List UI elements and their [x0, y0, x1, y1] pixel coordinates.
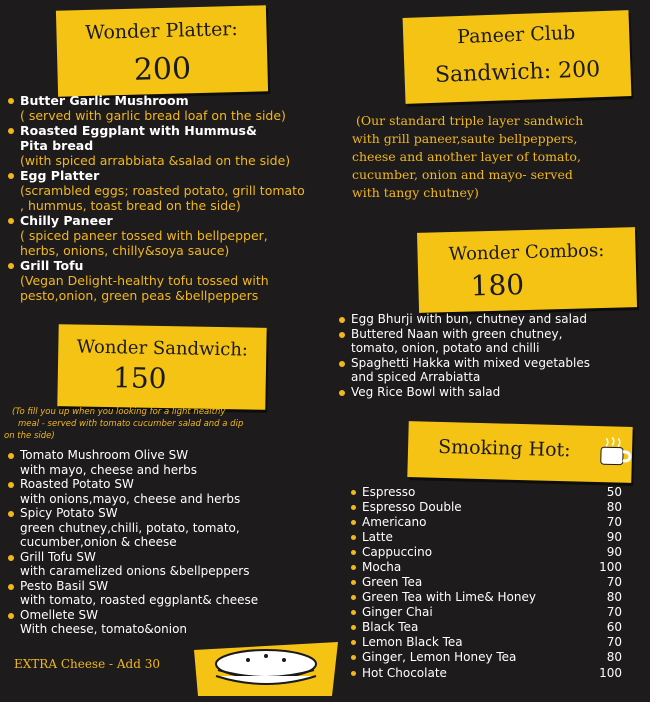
- list-item: Butter Garlic Mushroom ( served with garlic bread loaf on the side): [6, 93, 336, 123]
- wonder-sandwich-title: Wonder Sandwich:: [76, 336, 249, 361]
- extra-cheese-note: EXTRA Cheese - Add 30: [14, 657, 160, 671]
- list-item: Hot Chocolate 100: [350, 666, 622, 681]
- wonder-sandwich-price: 150: [112, 361, 167, 396]
- sandwich-note: (To fill you up when you looking for a light healthy meal - served with tomato cucumber salad and a dip on the side): [4, 407, 244, 441]
- wonder-platter-panel: [56, 5, 268, 96]
- list-item: Grill Tofu SW with caramelized onions &bellpeppers: [6, 550, 336, 579]
- list-item: Tomato Mushroom Olive SW with mayo, cheese and herbs: [6, 448, 336, 477]
- list-item: Ginger Chai 70: [350, 605, 622, 620]
- list-item: Roasted Eggplant with Hummus& Pita bread (with spiced arrabbiata &salad on the side): [6, 123, 336, 168]
- list-item: Spaghetti Hakka with mixed vegetables and spiced Arrabiatta: [337, 356, 647, 385]
- list-item: Ginger, Lemon Honey Tea 80: [350, 650, 622, 665]
- list-item: Chilly Paneer ( spiced paneer tossed with bellpepper, herbs, onions, chilly&soya sauce): [6, 213, 336, 258]
- list-item: Omellete SW With cheese, tomato&onion: [6, 608, 336, 637]
- list-item: Americano 70: [350, 515, 622, 530]
- list-item: Black Tea 60: [350, 620, 622, 635]
- list-item: Lemon Black Tea 70: [350, 635, 622, 650]
- paneer-club-title: Paneer Club: [456, 21, 576, 49]
- list-item: Grill Tofu (Vegan Delight-healthy tofu tossed with pesto,onion, green peas &bellpeppers: [6, 258, 336, 303]
- list-item: Green Tea 70: [350, 575, 622, 590]
- list-item: Mocha 100: [350, 560, 622, 575]
- list-item: Spicy Potato SW green chutney,chilli, potato, tomato, cucumber,onion & cheese: [6, 506, 336, 550]
- list-item: Green Tea with Lime& Honey 80: [350, 590, 622, 605]
- list-item: Espresso Double 80: [350, 500, 622, 515]
- wonder-combos-title: Wonder Combos:: [448, 239, 605, 266]
- coffee-cup-icon: [595, 434, 632, 475]
- sandwich-icon: [192, 640, 340, 698]
- list-item: Buttered Naan with green chutney, tomato, onion, potato and chilli: [337, 327, 647, 356]
- list-item: Espresso 50: [350, 485, 622, 500]
- platter-item-list: [6, 93, 336, 303]
- wonder-combos-price: 180: [470, 268, 525, 303]
- paneer-club-price: Sandwich: 200: [434, 57, 601, 88]
- wonder-combos-panel: [417, 227, 637, 313]
- wonder-platter-price: 200: [133, 51, 192, 88]
- sandwich-item-list: [6, 448, 336, 637]
- wonder-platter-title: Wonder Platter:: [84, 18, 239, 45]
- list-item: Cappuccino 90: [350, 545, 622, 560]
- list-item: Roasted Potato SW with onions,mayo, cheese and herbs: [6, 477, 336, 506]
- list-item: Latte 90: [350, 530, 622, 545]
- paneer-club-panel: [403, 10, 632, 104]
- list-item: Pesto Basil SW with tomato, roasted eggplant& cheese: [6, 579, 336, 608]
- paneer-club-description: (Our standard triple layer sandwich with grill paneer,saute bellpeppers, cheese and another layer of tomato, cucumber, onion and mayo- served with tangy chutney): [352, 113, 584, 200]
- list-item: Egg Bhurji with bun, chutney and salad: [337, 312, 647, 327]
- wonder-sandwich-panel: [57, 324, 266, 410]
- combos-item-list: [337, 312, 647, 399]
- smoking-hot-panel: [407, 421, 632, 483]
- smoking-hot-title: Smoking Hot:: [437, 435, 571, 462]
- list-item: Veg Rice Bowl with salad: [337, 385, 647, 400]
- list-item: Egg Platter (scrambled eggs; roasted potato, grill tomato , hummus, toast bread on the side): [6, 168, 336, 213]
